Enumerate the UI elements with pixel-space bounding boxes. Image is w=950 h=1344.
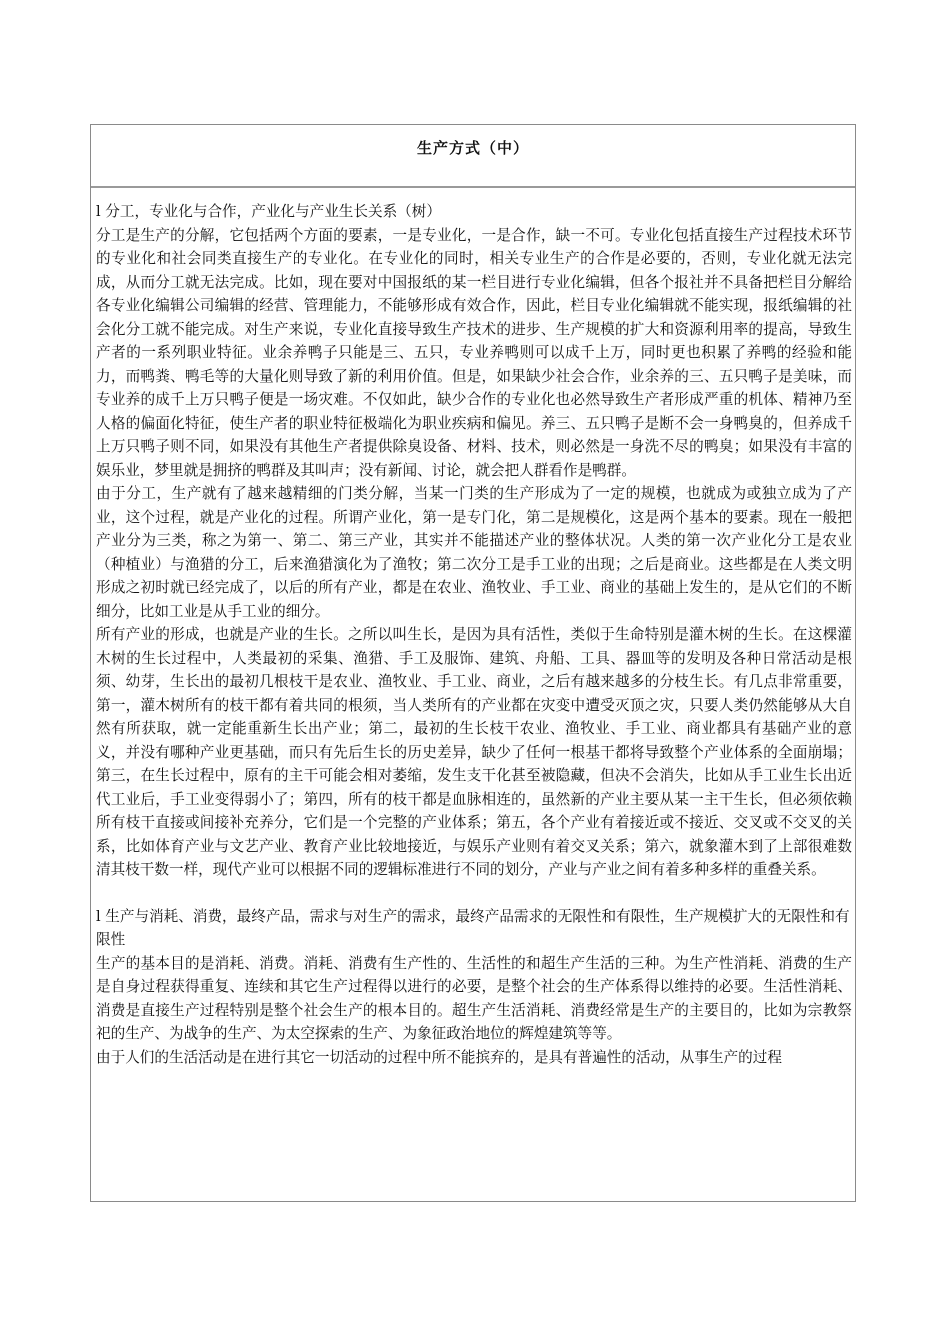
section-2-heading: l 生产与消耗、消费，最终产品，需求与对生产的需求，最终产品需求的无限性和有限性，生产规模扩大的无限性和有限性 bbox=[96, 907, 850, 948]
section-1-heading: l 分工，专业化与合作，产业化与产业生长关系（树） bbox=[96, 203, 441, 220]
title-cell bbox=[91, 125, 855, 188]
section-2-paragraph-1: 生产的基本目的是消耗、消费。消耗、消费有生产性的、生活性的和超生产生活的三种。为生产性消耗、消费的生产是自身过程获得重复、连续和其它生产过程得以进行的必要，是整个社会的生产体系得以维持的必要。生活性消耗、消费是直接生产过程特别是整个社会生产的根本目的。超生产生活消耗、消费经常是生产的主要目的，比如为宗教祭祀的生产、为战争的生产、为太空探索的生产、为象征政治地位的辉煌建筑等等。 bbox=[96, 954, 852, 1042]
content-cell bbox=[91, 188, 855, 1069]
section-2-paragraph-2: 由于人们的生活活动是在进行其它一切活动的过程中所不能摈弃的，是具有普遍性的活动，从事生产的过程 bbox=[96, 1048, 782, 1066]
document-title: 生产方式（中） bbox=[416, 139, 529, 157]
section-spacer bbox=[96, 882, 852, 905]
document-table bbox=[90, 124, 856, 1202]
section-1-paragraph-3: 所有产业的形成，也就是产业的生长。之所以叫生长，是因为具有活性，类似于生命特别是灌木树的生长。在这棵灌木树的生长过程中，人类最初的采集、渔猎、手工及服饰、建筑、舟船、工具、器皿等的发明及各种日常活动是根须、幼芽，生长出的最初几根枝干是农业、渔牧业、手工业、商业，之后有越来越多的分枝生长。有几点非常重要，第一，灌木树所有的枝干都有着共同的根须，当人类所有的产业都在灾变中遭受灭顶之灾，只要人类仍然能够从大自然有所获取，就一定能重新生长出产业；第二，最初的生长枝干农业、渔牧业、手工业、商业都具有基础产业的意义，并没有哪种产业更基础，而只有先后生长的历史差异，缺少了任何一根基干都将导致整个产业体系的全面崩塌；第三，在生长过程中，原有的主干可能会相对萎缩，发生支干化甚至被隐藏，但决不会消失，比如从手工业生长出近代工业后，手工业变得弱小了；第四，所有的枝干都是血脉相连的，虽然新的产业主要从某一主干生长，但必须依赖所有枝干直接或间接补充养分，它们是一个完整的产业体系；第五，各个产业有着接近或不接近、交叉或不交叉的关系，比如体育产业与文艺产业、教育产业比较地接近，与娱乐产业则有着交叉关系；第六，就象灌木到了上部很难数清其枝干数一样，现代产业可以根据不同的逻辑标准进行不同的划分，产业与产业之间有着多种多样的重叠关系。 bbox=[96, 626, 852, 878]
section-1-paragraph-1: 分工是生产的分解，它包括两个方面的要素，一是专业化，一是合作，缺一不可。专业化包括直接生产过程技术环节的专业化和社会同类直接生产的专业化。在专业化的同时，相关专业生产的合作是必要的，否则，专业化就无法完成，从而分工就无法完成。比如，现在要对中国报纸的某一栏目进行专业化编辑，但各个报社并不具备把栏目分解给各专业化编辑公司编辑的经营、管理能力，不能够形成有效合作，因此，栏目专业化编辑就不能实现，报纸编辑的社会化分工就不能完成。对生产来说，专业化直接导致生产技术的进步、生产规模的扩大和资源利用率的提高，导致生产者的一系列职业特征。业余养鸭子只能是三、五只，专业养鸭则可以成千上万，同时更也积累了养鸭的经验和能力，而鸭粪、鸭毛等的大量化则导致了新的利用价值。但是，如果缺少社会合作，业余养的三、五只鸭子是美味，而专业养的成千上万只鸭子便是一场灾难。不仅如此，缺少合作的专业化也必然导致生产者形成严重的机体、精神乃至人格的偏面化特征，使生产者的职业特征极端化为职业疾病和偏见。养三、五只鸭子是断不会一身鸭臭的，但养成千上万只鸭子则不同，如果没有其他生产者提供除臭设备、材料、技术，则必然是一身洗不尽的鸭臭；如果没有丰富的娱乐业，梦里就是拥挤的鸭群及其叫声；没有新闻、讨论，就会把人群看作是鸭群。 bbox=[96, 226, 852, 479]
section-1-paragraph-2: 由于分工，生产就有了越来越精细的门类分解，当某一门类的生产形成为了一定的规模，也就成为或独立成为了产业，这个过程，就是产业化的过程。所谓产业化，第一是专门化，第二是规模化，这是两个基本的要素。现在一般把产业分为三类，称之为第一、第二、第三产业，其实并不能描述产业的整体状况。人类的第一次产业化分工是农业（种植业）与渔猎的分工，后来渔猎演化为了渔牧；第二次分工是手工业的出现；之后是商业。这些都是在人类文明形成之初时就已经完成了，以后的所有产业，都是在农业、渔牧业、手工业、商业的基础上发生的，是从它们的不断细分，比如工业是从手工业的细分。 bbox=[96, 485, 852, 620]
